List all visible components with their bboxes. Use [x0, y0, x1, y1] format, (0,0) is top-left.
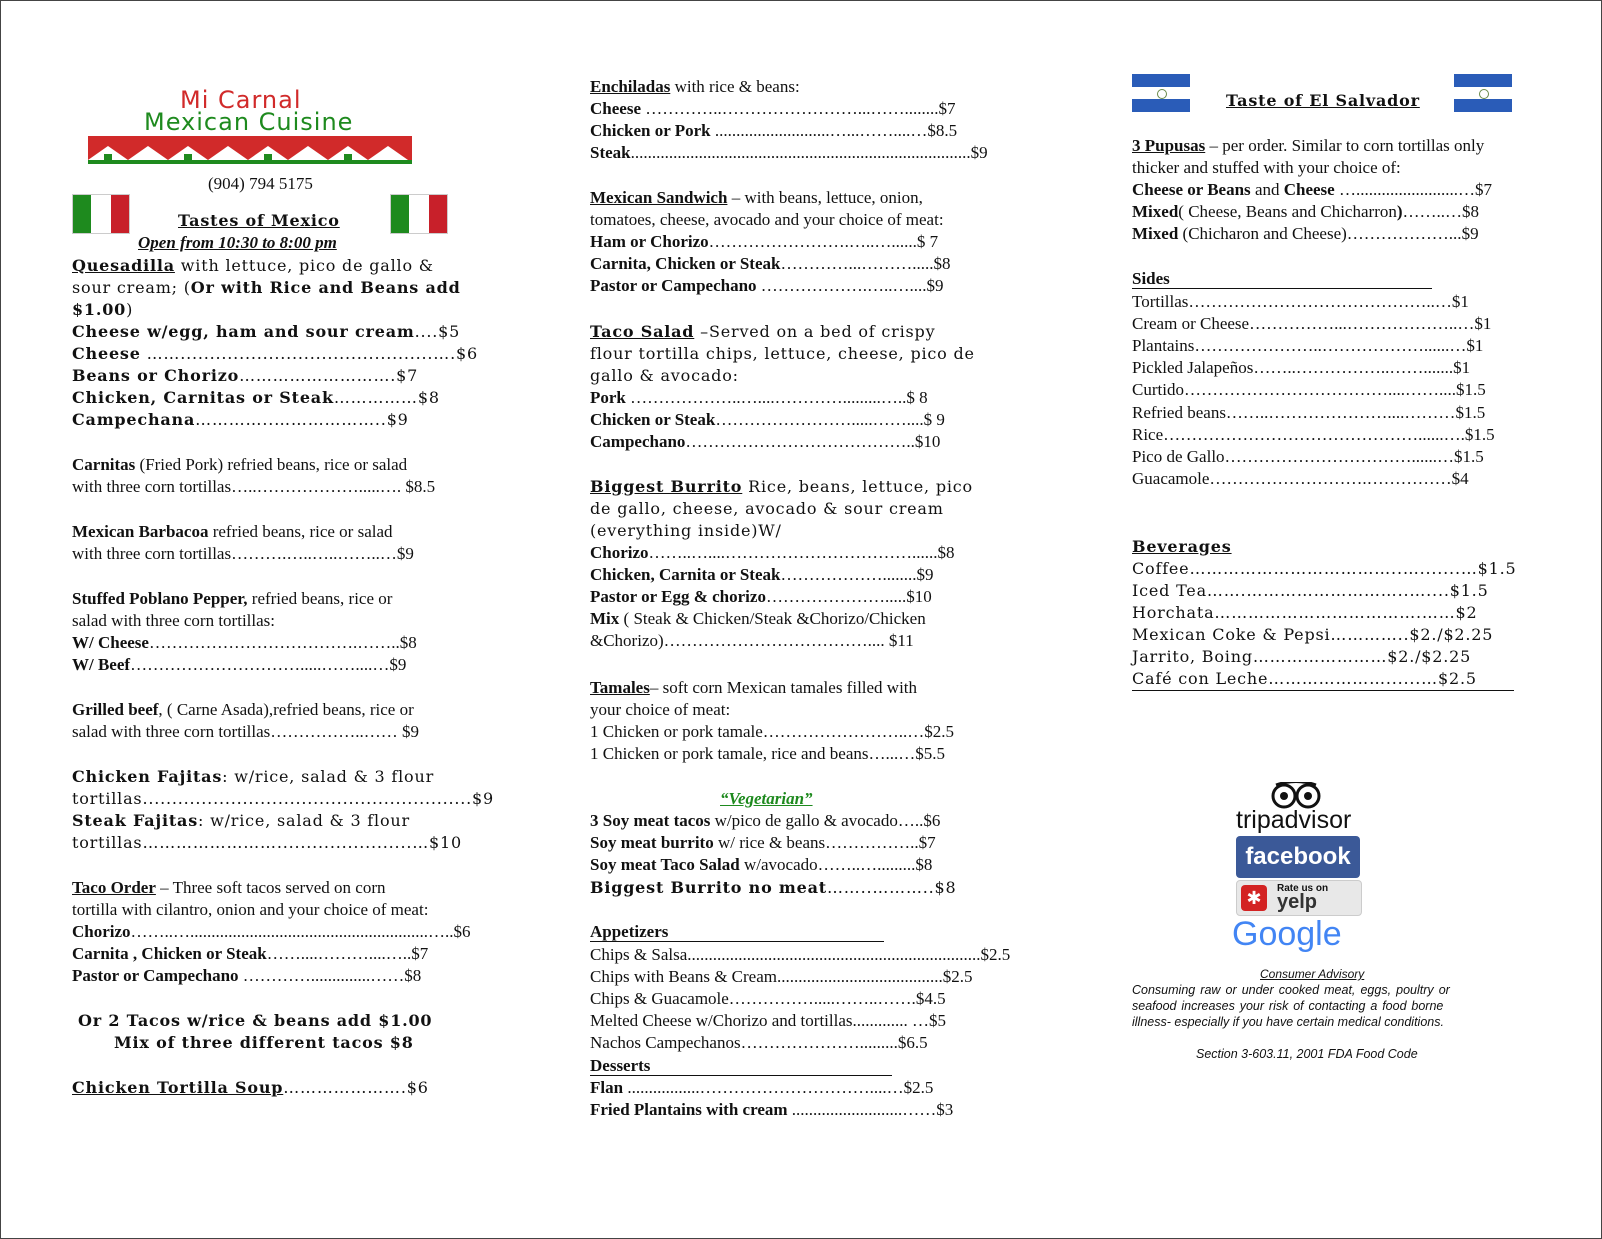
menu-item: Flan .................…………………………....…$2.5	[590, 1078, 934, 1097]
menu-item-desc: Quesadilla with lettuce, pico de gallo &	[72, 256, 434, 275]
menu-item: Soy meat burrito w/ rice & beans……………..$7	[590, 833, 936, 852]
el-salvador-flag-icon	[1454, 74, 1512, 112]
menu-item: Café con Leche…………………......…$2.5	[1132, 669, 1477, 688]
menu-item: Cheese …………..……………………...……........$7	[590, 99, 956, 118]
facebook-logo[interactable]: facebook	[1236, 836, 1360, 878]
menu-item: Chicken or Steak…………………….....……....$ 9	[590, 410, 945, 429]
menu-item: Chips & Guacamole…………….....……..…….$4.5	[590, 989, 946, 1008]
menu-item: Iced Tea…….………………………..…....$1.5	[1132, 581, 1489, 600]
mexico-flag-icon	[390, 194, 448, 234]
menu-item-desc: $1.00)	[72, 300, 134, 319]
menu-item-desc: salad with three corn tortillas……………..…… $9	[72, 722, 420, 741]
menu-item-desc: gallo & avocado:	[590, 366, 739, 385]
menu-item: Biggest Burrito no meat……..………..$8	[590, 878, 957, 897]
menu-item: Steak................................................................................$9	[590, 143, 988, 162]
menu-item-desc: 3 Pupusas – per order. Similar to corn tortillas only	[1132, 136, 1485, 155]
yelp-rate-label: Rate us on	[1277, 883, 1329, 894]
sides-heading: Sides	[1132, 269, 1170, 288]
fda-code: Section 3-603.11, 2001 FDA Food Code	[1196, 1047, 1418, 1061]
menu-item-desc: sour cream; (Or with Rice and Beans add	[72, 278, 461, 297]
menu-item-desc: Mix ( Steak & Chicken/Steak &Chorizo/Chicken	[590, 609, 926, 628]
menu-item: Chips & Salsa.....................................................................$2.5	[590, 945, 1011, 964]
menu-item-desc: tortilla with cilantro, onion and your choice of meat:	[72, 900, 429, 919]
menu-item: Plantains…………………..………………......…$1	[1132, 336, 1484, 355]
menu-item-desc: Steak Fajitas: w/rice, salad & 3 flour	[72, 811, 410, 830]
menu-item-desc: Chicken Fajitas: w/rice, salad & 3 flour	[72, 767, 435, 786]
menu-item: Pastor or Egg & chorizo………………….....$10	[590, 587, 932, 606]
phone-number: (904) 794 5175	[208, 174, 313, 193]
menu-item-desc: tortillas…………………….......................…$10	[72, 833, 462, 852]
logo-pattern	[88, 136, 412, 164]
menu-item: 1 Chicken or pork tamale, rice and beans…...…$5.5	[590, 744, 946, 763]
section-heading: Taste of El Salvador	[1226, 91, 1420, 110]
menu-item: Pork ………………..…....………….........…..$ 8	[590, 388, 928, 407]
desserts-rule	[590, 1075, 892, 1076]
menu-item: W/ Beef………………………….....……....…$9	[72, 655, 407, 674]
menu-item-desc: with three corn tortillas……….…..…..……..…$9	[72, 544, 414, 563]
advisory-text: Consuming raw or under cooked meat, eggs, poultry or	[1132, 983, 1450, 997]
menu-item: W/ Cheese……………………………….……..$8	[72, 633, 417, 652]
menu-item: Chorizo……..…....……………………………......$8	[590, 543, 955, 562]
menu-item: Fried Plantains with cream ..........................……$3	[590, 1100, 954, 1119]
menu-item: Chicken, Carnita or Steak………………........$9	[590, 565, 934, 584]
menu-item: Pico de Gallo……………………………......…$1.5	[1132, 447, 1484, 466]
yelp-badge[interactable]	[1236, 880, 1362, 916]
menu-item-desc: with three corn tortillas…..……………….....…. $8.5	[72, 477, 436, 496]
vegetarian-heading: “Vegetarian”	[720, 789, 813, 808]
menu-item: Pastor or Campechano ……………….…..…....$9	[590, 276, 944, 295]
menu-item: Horchata……………………………….……$2	[1132, 603, 1478, 622]
menu-item-desc: Mexican Sandwich – with beans, lettuce, onion,	[590, 188, 923, 207]
menu-item: Pickled Jalapeños……..……………..…….......$1	[1132, 358, 1471, 377]
menu-item-desc: Enchiladas with rice & beans:	[590, 77, 800, 96]
menu-item-desc: your choice of meat:	[590, 700, 731, 719]
advisory-text: seafood increases your risk of contacting a food borne	[1132, 999, 1444, 1013]
menu-item: Chicken or Pork ...........................…...……....…$8.5	[590, 121, 958, 140]
menu-item-desc: tortillas........................................................$9	[72, 789, 495, 808]
logo-line2: Mexican Cuisine	[144, 108, 354, 136]
menu-item-desc: Stuffed Poblano Pepper, refried beans, rice or	[72, 589, 393, 608]
desserts-heading: Desserts	[590, 1056, 651, 1075]
menu-item-desc: salad with three corn tortillas:	[72, 611, 275, 630]
menu-item: Rice………………………………………......….$1.5	[1132, 425, 1495, 444]
menu-item: Mixed( Cheese, Beans and Chicharron)……..…$8	[1132, 202, 1480, 221]
logo-line1: Mi Carnal	[180, 86, 302, 114]
menu-item: Cheese w/egg, ham and sour cream....$5	[72, 322, 461, 341]
tripadvisor-logo[interactable]: tripadvisor	[1236, 806, 1352, 834]
menu-item: Carnita , Chicken or Steak……....………....…..$7	[72, 944, 429, 963]
yelp-icon: ✱	[1241, 885, 1267, 911]
menu-item: Carnita, Chicken or Steak…………...……….....$8	[590, 254, 951, 273]
google-logo[interactable]: Google	[1232, 915, 1342, 953]
menu-item: Cheese or Beans and Cheese …........................…$7	[1132, 180, 1492, 199]
yelp-label: yelp	[1277, 891, 1318, 913]
menu-item: Tortillas……………………………………..…$1	[1132, 292, 1469, 311]
menu-item-desc: (everything inside)W/	[590, 521, 782, 540]
menu-item: Nachos Campechanos………………….........$6.5	[590, 1033, 928, 1052]
menu-item: 1 Chicken or pork tamale……………………..…$2.5	[590, 722, 955, 741]
advisory-text: illness- especially if you have certain medical conditions.	[1132, 1015, 1444, 1029]
menu-item-desc: Tamales– soft corn Mexican tamales filled with	[590, 678, 918, 697]
menu-item: Cream or Cheese……………...………………..…$1	[1132, 314, 1492, 333]
menu-item: Campechano…………………………………..$10	[590, 432, 941, 451]
menu-item: Refried beans……..…………………....………$1.5	[1132, 403, 1486, 422]
menu-item: Beans or Chorizo……………………….$7	[72, 366, 419, 385]
menu-item: Chicken, Carnitas or Steak……………$8	[72, 388, 440, 407]
menu-item-desc: de gallo, cheese, avocado & sour cream	[590, 499, 944, 518]
beverages-rule	[1132, 690, 1514, 691]
beverages-heading: Beverages	[1132, 537, 1232, 556]
menu-item: Coffee………………………………..….......…$1.5	[1132, 559, 1517, 578]
tacos-note: Or 2 Tacos w/rice & beans add $1.00	[78, 1011, 433, 1030]
opening-hours: Open from 10:30 to 8:00 pm	[138, 233, 337, 252]
menu-item-desc: Taco Order – Three soft tacos served on corn	[72, 878, 386, 897]
menu-item: Mexican Coke & Pepsi…………..$2./$2.25	[1132, 625, 1494, 644]
menu-item-desc: &Chorizo)……………………………….... $11	[590, 631, 914, 650]
menu-item: Jarrito, Boing……………………$2./$2.25	[1132, 647, 1472, 666]
menu-item: Chicken Tortilla Soup………………….$6	[72, 1078, 429, 1097]
menu-item: Melted Cheese w/Chorizo and tortillas............. …$5	[590, 1011, 946, 1030]
menu-item: Soy meat Taco Salad w/avocado……..….........$8	[590, 855, 933, 874]
appetizers-rule	[590, 941, 884, 942]
menu-item: Mixed (Chicharon and Cheese)………………...$9	[1132, 224, 1479, 243]
menu-item-desc: flour tortilla chips, lettuce, cheese, pico de	[590, 344, 975, 363]
menu-item: Curtido………………………………....……....$1.5	[1132, 380, 1486, 399]
menu-item: Ham or Chorizo…………………….…..…......$ 7	[590, 232, 939, 251]
menu-item: Pastor or Campechano …………..............……$8	[72, 966, 422, 985]
menu-item: Chips with Beans & Cream.......................................$2.5	[590, 967, 973, 986]
section-heading: Tastes of Mexico	[178, 211, 340, 230]
mexico-flag-icon	[72, 194, 130, 234]
menu-item-desc: Carnitas (Fried Pork) refried beans, rice or salad	[72, 455, 408, 474]
menu-item-desc: Grilled beef, ( Carne Asada),refried beans, rice or	[72, 700, 414, 719]
menu-item-desc: Taco Salad –Served on a bed of crispy	[590, 322, 936, 341]
advisory-title: Consumer Advisory	[1260, 967, 1365, 981]
menu-item-desc: Biggest Burrito Rice, beans, lettuce, pico	[590, 477, 973, 496]
menu-item: Guacamole……………………….……………$4	[1132, 469, 1469, 488]
appetizers-heading: Appetizers	[590, 922, 669, 941]
menu-item: Campechana…………..………………..$9	[72, 410, 409, 429]
sides-rule	[1132, 288, 1432, 289]
el-salvador-flag-icon	[1132, 74, 1190, 112]
tacos-note: Mix of three different tacos $8	[114, 1033, 414, 1052]
menu-item-desc: thicker and stuffed with your choice of:	[1132, 158, 1401, 177]
menu-item-desc: Mexican Barbacoa refried beans, rice or salad	[72, 522, 393, 541]
menu-item: 3 Soy meat tacos w/pico de gallo & avocado…..$6	[590, 811, 941, 830]
menu-item-desc: tomatoes, cheese, avocado and your choice of meat:	[590, 210, 944, 229]
menu-item: Chorizo……..…........................................................…..$6	[72, 922, 471, 941]
menu-item: Cheese ……...........................................….$6	[72, 344, 478, 363]
